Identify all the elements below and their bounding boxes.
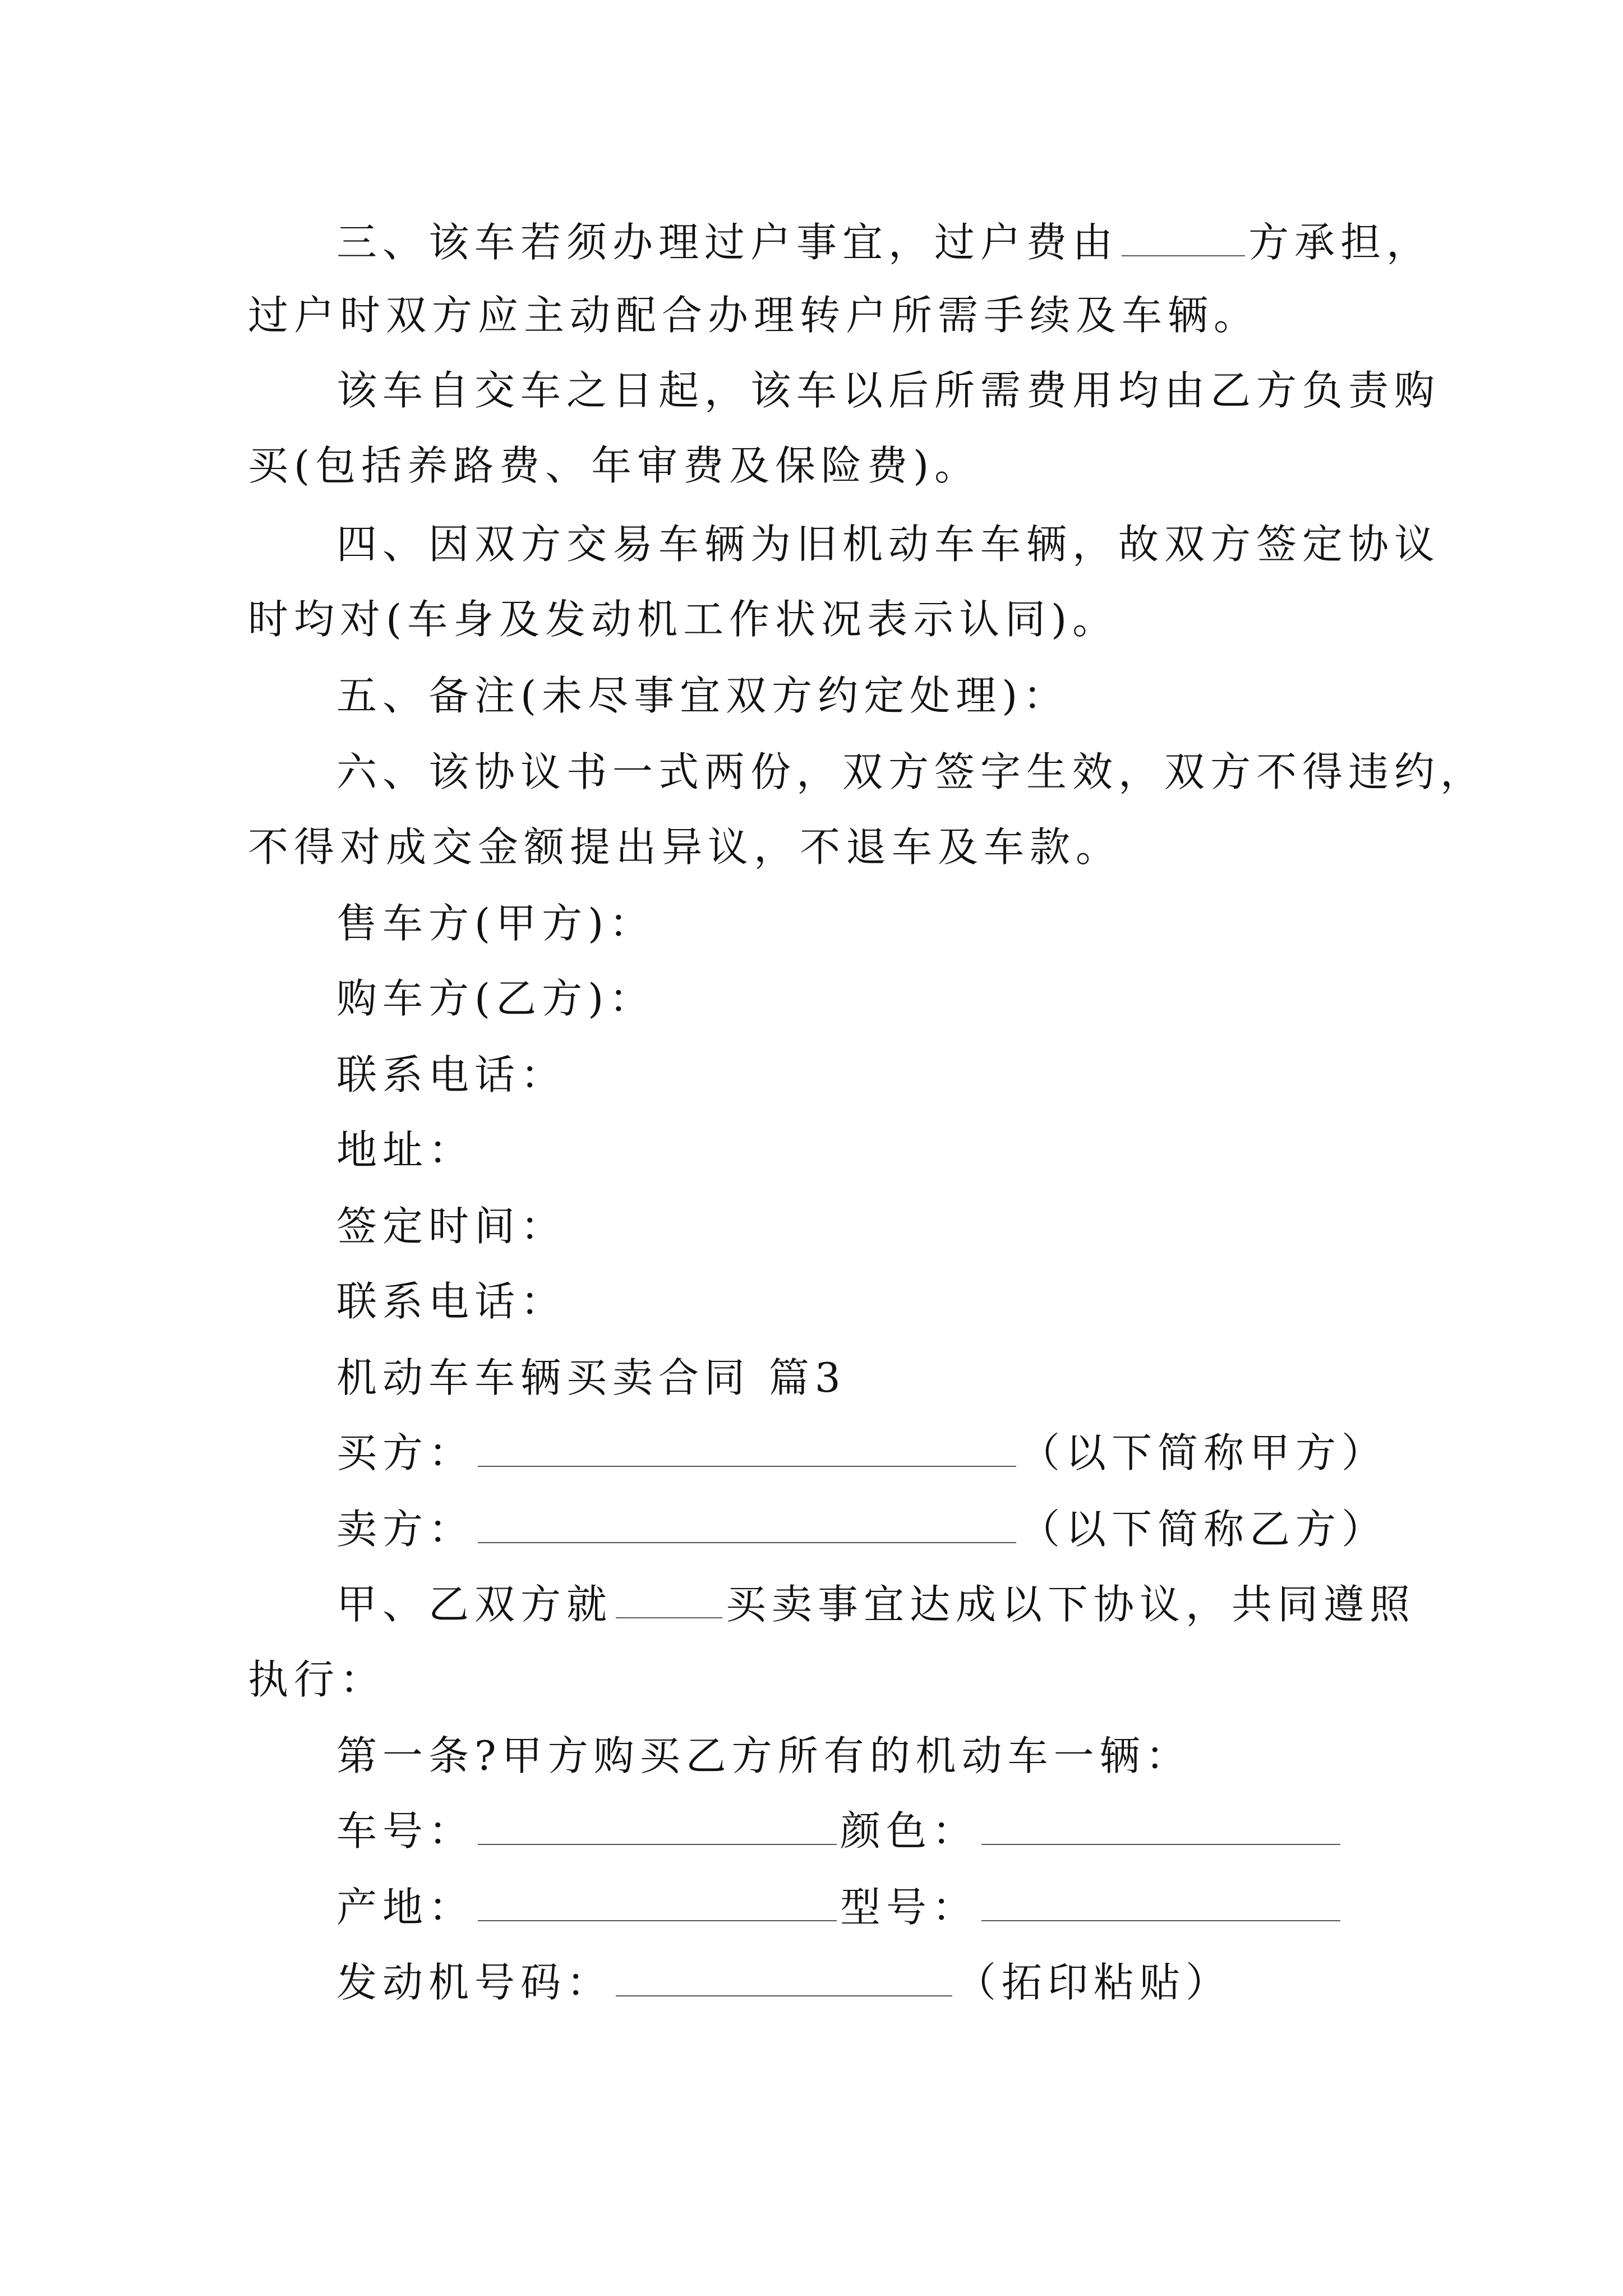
clause-4-line-1: 四、因双方交易车辆为旧机动车车辆，故双方签定协议 bbox=[336, 521, 1441, 568]
clause-6-line-2: 不得对成交金额提出异议，不退车及车款。 bbox=[248, 823, 1122, 871]
agreement-line-1 bbox=[336, 1576, 1415, 1632]
fees-line-1: 该车自交车之日起，该车以后所需费用均由乙方负责购 bbox=[336, 367, 1441, 414]
buyer-party-line bbox=[336, 1425, 1387, 1481]
sign-time-label: 签定时间： bbox=[336, 1203, 567, 1250]
origin-model-line bbox=[336, 1879, 1344, 1935]
engine-number-line bbox=[336, 1954, 1232, 2010]
buyer-signature-label: 购车方(乙方)： bbox=[336, 975, 656, 1022]
clause-3-text-end: 方承担， bbox=[1248, 219, 1433, 266]
plate-blank[interactable] bbox=[478, 1809, 837, 1845]
clause-3-line-1 bbox=[336, 214, 1432, 270]
clause-5: 五、备注(未尽事宜双方约定处理)： bbox=[336, 672, 1069, 719]
buyer-party-label: 买方： bbox=[336, 1429, 475, 1476]
fee-party-blank[interactable] bbox=[1122, 220, 1245, 256]
color-blank[interactable] bbox=[981, 1809, 1340, 1845]
article-1: 第一条?甲方购买乙方所有的机动车一辆： bbox=[336, 1732, 1192, 1779]
engine-blank[interactable] bbox=[616, 1961, 952, 1996]
engine-suffix: （拓印粘贴） bbox=[956, 1959, 1232, 2006]
model-label: 型号： bbox=[840, 1884, 979, 1931]
fees-line-2: 买(包括养路费、年审费及保险费)。 bbox=[248, 442, 981, 489]
buyer-party-blank[interactable] bbox=[478, 1431, 1016, 1467]
section-title: 机动车车辆买卖合同 篇3 bbox=[336, 1354, 846, 1401]
agreement-line-2: 执行： bbox=[248, 1656, 386, 1703]
clause-3-line-2: 过户时双方应主动配合办理转户所需手续及车辆。 bbox=[248, 292, 1260, 339]
agreement-text: 甲、乙双方就 bbox=[336, 1581, 613, 1628]
seller-party-suffix: （以下简称乙方） bbox=[1020, 1506, 1388, 1553]
plate-color-line bbox=[336, 1803, 1344, 1859]
phone-label-2: 联系电话： bbox=[336, 1278, 567, 1325]
origin-label: 产地： bbox=[336, 1884, 475, 1931]
clause-3-text: 三、该车若须办理过户事宜，过户费由 bbox=[336, 219, 1119, 266]
clause-4-line-2: 时均对(车身及发动机工作状况表示认同)。 bbox=[248, 596, 1119, 643]
plate-label: 车号： bbox=[336, 1807, 475, 1855]
agreement-text-end: 买卖事宜达成以下协议，共同遵照 bbox=[726, 1581, 1416, 1628]
color-label: 颜色： bbox=[840, 1807, 979, 1855]
clause-6-line-1: 六、该协议书一式两份，双方签字生效，双方不得违约， bbox=[336, 748, 1487, 795]
model-blank[interactable] bbox=[981, 1885, 1340, 1921]
seller-party-label: 卖方： bbox=[336, 1506, 475, 1553]
subject-blank[interactable] bbox=[616, 1582, 722, 1618]
seller-signature-label: 售车方(甲方)： bbox=[336, 900, 656, 947]
buyer-party-suffix: （以下简称甲方） bbox=[1020, 1429, 1388, 1476]
address-label: 地址： bbox=[336, 1126, 475, 1174]
engine-label: 发动机号码： bbox=[336, 1959, 613, 2006]
seller-party-line bbox=[336, 1501, 1387, 1557]
seller-party-blank[interactable] bbox=[478, 1507, 1016, 1543]
phone-label-1: 联系电话： bbox=[336, 1051, 567, 1098]
origin-blank[interactable] bbox=[478, 1885, 837, 1921]
